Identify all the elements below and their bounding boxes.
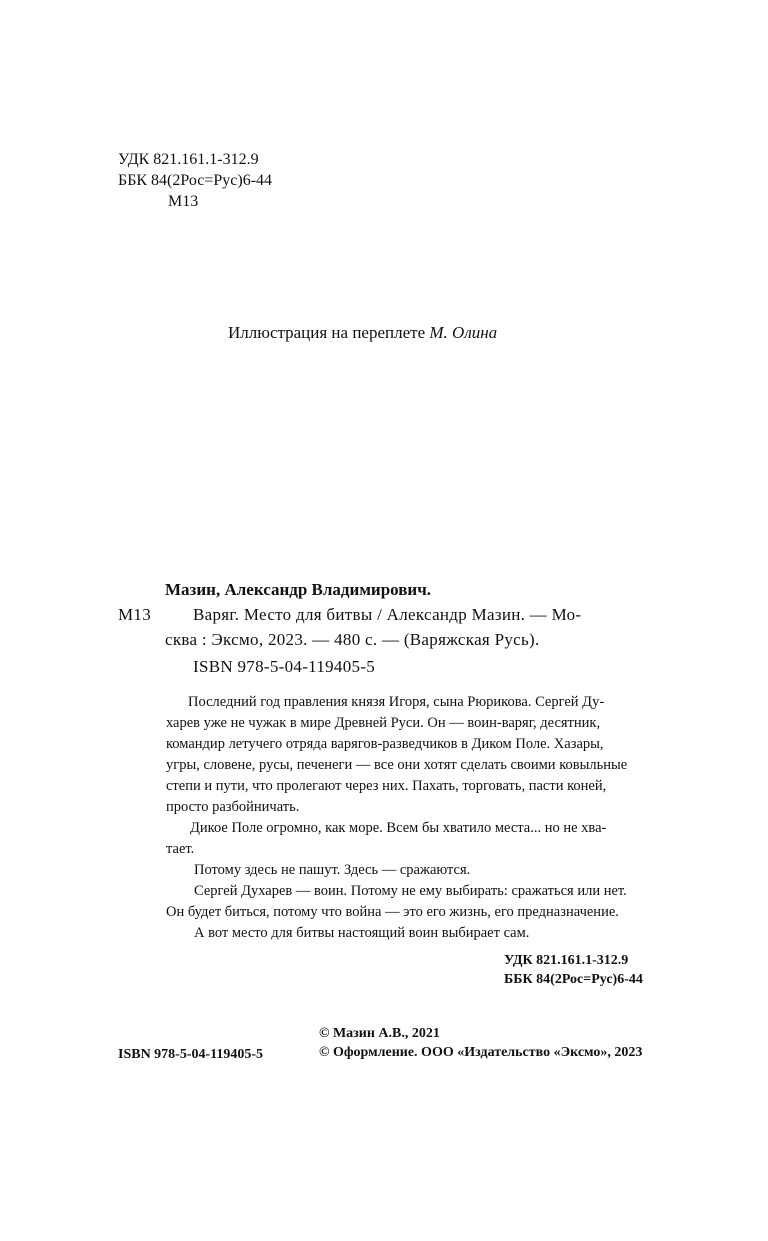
copyright-design: © Оформление. ООО «Издательство «Эксмо», 2023	[319, 1045, 643, 1060]
copyright-author: © Мазин А.В., 2021	[319, 1026, 440, 1041]
annotation-line: Последний год правления князя Игоря, сына Рюрикова. Сергей Ду-	[188, 694, 605, 710]
annotation-line: командир летучего отряда варягов-разведчиков в Диком Поле. Хазары,	[166, 736, 604, 752]
annotation-line: тает.	[166, 841, 195, 857]
top-udk: УДК 821.161.1-312.9	[118, 151, 259, 168]
catalog-title-line-2: сква : Эксмо, 2023. — 480 с. — (Варяжская Русь).	[165, 630, 540, 649]
annotation-line: Потому здесь не пашут. Здесь — сражаются.	[194, 862, 471, 878]
top-bbk: ББК 84(2Рос=Рус)6-44	[118, 172, 273, 189]
annotation-line: просто разбойничать.	[166, 799, 300, 815]
illustration-prefix: Иллюстрация на переплете	[228, 323, 430, 342]
annotation-line: угры, словене, русы, печенеги — все они хотят сделать своими ковыльные	[166, 757, 628, 773]
annotation-line: Дикое Поле огромно, как море. Всем бы хватило места... но не хва-	[190, 820, 607, 836]
bottom-bbk: ББК 84(2Рос=Рус)6-44	[504, 972, 643, 987]
top-author-mark: М13	[168, 193, 199, 210]
catalog-isbn: ISBN 978-5-04-119405-5	[193, 657, 376, 676]
annotation-line: степи и пути, что пролегают через них. Пахать, торговать, пасти коней,	[166, 778, 607, 794]
catalog-author: Мазин, Александр Владимирович.	[165, 580, 432, 599]
annotation-line: харев уже не чужак в мире Древней Руси. Он — воин-варяг, десятник,	[166, 715, 601, 731]
copyright-isbn: ISBN 978-5-04-119405-5	[118, 1047, 264, 1062]
annotation-line: Сергей Духарев — воин. Потому не ему выбирать: сражаться или нет.	[194, 883, 627, 899]
catalog-title-line-1: Варяг. Место для битвы / Александр Мазин. — Мо-	[193, 605, 582, 624]
bottom-udk: УДК 821.161.1-312.9	[504, 953, 629, 968]
annotation-line: Он будет биться, потому что война — это его жизнь, его предназначение.	[166, 904, 619, 920]
illustration-artist: М. Олина	[429, 323, 498, 342]
catalog-mark: М13	[118, 605, 152, 624]
annotation-line: А вот место для битвы настоящий воин выбирает сам.	[194, 925, 530, 941]
illustration-credit	[228, 323, 497, 343]
